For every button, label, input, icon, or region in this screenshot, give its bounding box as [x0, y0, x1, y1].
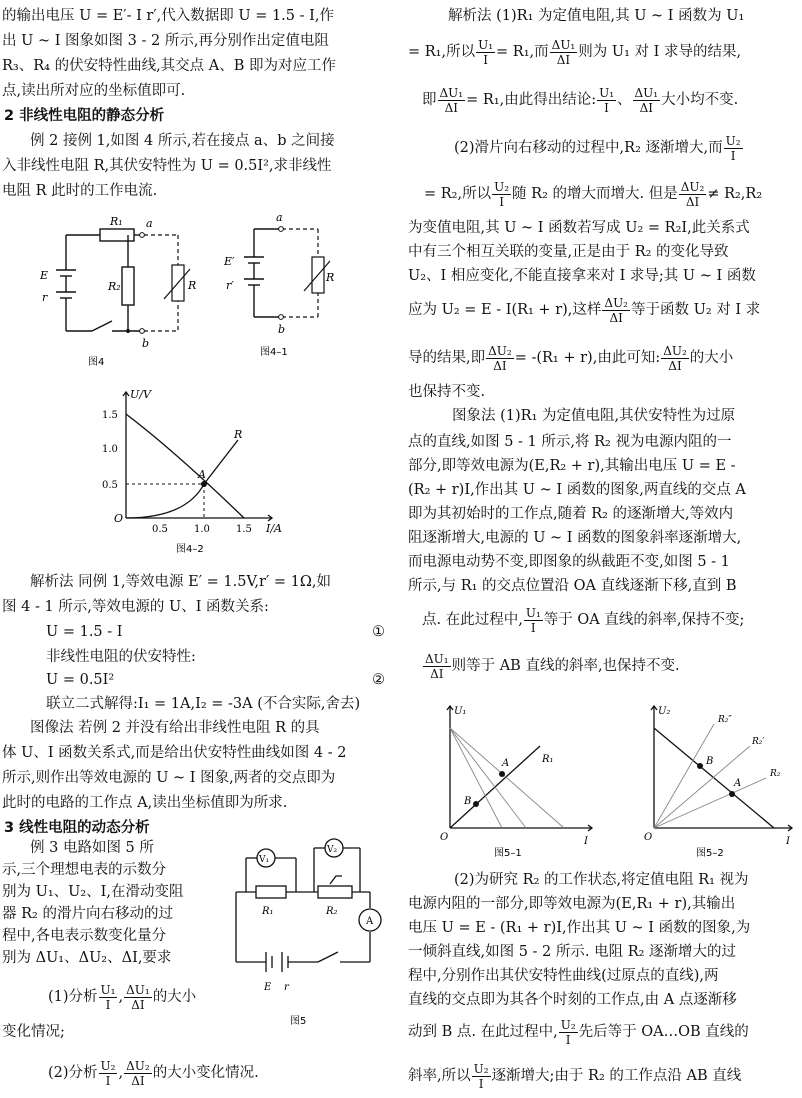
text-line: 图 4 - 1 所示,等效电源的 U、I 函数关系:	[2, 599, 269, 615]
point-a: A	[734, 778, 742, 789]
figure-caption: 图4–1	[260, 347, 288, 358]
text-line: 点,读出所对应的坐标值即可.	[2, 83, 186, 99]
text-line: 部分,即等效电源为(E,R₂ + r),其输出电压 U = E -	[408, 458, 736, 474]
text-line: 联立二式解得:I₁ = 1A,I₂ = -3A (不合实际,舍去)	[46, 696, 361, 712]
fraction: $\frac{\text{ΔU₂}}{\Delta I}$	[680, 179, 705, 209]
fraction: $\frac{\text{ΔU₂}}{\Delta I}$	[663, 343, 687, 373]
label-r1: R₁	[262, 906, 274, 917]
figure-5-circuit	[226, 832, 386, 1032]
origin-label: O	[114, 512, 124, 525]
fraction: $\frac{\text{U₁}}{I}$	[599, 85, 615, 115]
text-line: 导的结果,即 $\frac{\text{ΔU₂}}{\Delta I}$ = -(R₁ + r),由此可知: $\frac{\text{ΔU₂}}{\Delta I}$ 的大小	[408, 343, 734, 373]
text-line: (2)为研究 R₂ 的工作状态,将定值电阻 R₁ 视为	[454, 872, 749, 888]
text-line: 程中,分别作出其伏安特性曲线(过原点的直线),两	[408, 968, 719, 984]
label-r-prime: r′	[226, 279, 234, 292]
line-label: R₁	[542, 754, 554, 765]
origin-label: O	[440, 832, 449, 843]
text-line: 即 $\frac{\text{ΔU₁}}{\Delta I}$ = R₁,由此得出结论: $\frac{\text{U₁}}{I}$ 、 $\frac{\text{ΔU₁}}{\Delta I}$ 大小均不变.	[422, 85, 739, 115]
label-ammeter: A	[366, 916, 374, 927]
text-line: 的输出电压 U = E′- I r′,代入数据即 U = 1.5 - I,作	[2, 8, 334, 24]
figure-caption: 图5–1	[494, 848, 522, 859]
text-line: 所示,与 R₁ 的交点位置沿 OA 直线逐渐下移,直到 B	[408, 578, 737, 594]
label-r: R	[188, 279, 197, 292]
section-heading: 3 线性电阻的动态分析	[4, 820, 150, 836]
text-line: 斜率,所以 $\frac{\text{U₂}}{I}$ 逐渐增大;由于 R₂ 的工作点沿 AB 直线	[408, 1061, 742, 1091]
equation: U = 0.5I²	[46, 672, 115, 688]
line-label: R₂′	[752, 737, 765, 747]
section-heading: 2 非线性电阻的静态分析	[4, 108, 165, 124]
fraction: $\frac{\text{U₂}}{I}$	[560, 1017, 576, 1047]
text-line: 而电源电动势不变,即图象的纵截距不变,如图 5 - 1	[408, 554, 730, 570]
text-line: 入非线性电阻 R,其伏安特性为 U = 0.5I²,求非线性	[2, 158, 332, 174]
figure-caption: 图4–2	[176, 544, 204, 555]
label-r1: R₁	[110, 215, 123, 228]
text-line: $\frac{\text{ΔU₁}}{\Delta I}$ 则等于 AB 直线的斜率,也保持不变.	[425, 651, 680, 681]
fraction: $\frac{\text{ΔU₁}}{\Delta I}$	[634, 85, 659, 115]
fraction: $\frac{\text{ΔU₂}}{\Delta I}$	[126, 1058, 150, 1088]
figure-5-1-graph	[430, 700, 610, 860]
question-2: (2)分析 $\frac{\text{U₂}}{I}$ , $\frac{\text{ΔU₂}}{\Delta I}$ 的大小变化情况.	[48, 1058, 259, 1088]
point-a: A	[502, 758, 510, 769]
line-label: R₂″	[718, 715, 732, 725]
question-1: (1)分析 $\frac{\text{U₁}}{I}$ , $\frac{\text{ΔU₁}}{\Delta I}$ 的大小	[48, 982, 197, 1012]
fraction: $\frac{\text{ΔU₁}}{\Delta I}$	[425, 651, 449, 681]
text-line: 出 U ~ I 图象如图 3 - 2 所示,再分别作出定值电阻	[2, 33, 329, 49]
figure-caption: 图5–2	[696, 848, 724, 859]
label-r-int: r	[284, 982, 289, 993]
point-b: B	[706, 756, 714, 767]
label-v2: V₂	[327, 845, 338, 855]
text-line: 别为 ΔU₁、ΔU₂、ΔI,要求	[2, 950, 172, 966]
y-tick: 1.0	[102, 444, 118, 455]
fraction: $\frac{\text{ΔU₁}}{\Delta I}$	[126, 982, 150, 1012]
label-e: E	[40, 269, 49, 282]
text-line: 器 R₂ 的滑片向右移动的过	[2, 906, 173, 922]
fraction: $\frac{\text{U₂}}{I}$	[725, 133, 741, 163]
text-line: 动到 B 点. 在此过程中, $\frac{\text{U₂}}{I}$ 先后等于 OA…OB 直线的	[408, 1017, 749, 1047]
fraction: $\frac{\text{ΔU₁}}{\Delta I}$	[439, 85, 464, 115]
text-line: 体 U、I 函数关系式,而是给出伏安特性曲线如图 4 - 2	[2, 745, 347, 761]
text-line: 别为 U₁、U₂、I,在滑动变阻	[2, 884, 184, 900]
fraction: $\frac{\text{ΔU₂}}{\Delta I}$	[604, 295, 628, 325]
label-a: a	[276, 211, 283, 224]
fraction: $\frac{\text{ΔU₂}}{\Delta I}$	[488, 343, 512, 373]
label-b: b	[278, 323, 286, 336]
text-line: 应为 U₂ = E - I(R₁ + r),这样 $\frac{\text{ΔU₂}}{\Delta I}$ 等于函数 U₂ 对 I 求	[408, 295, 761, 325]
text-line: (2)滑片向右移动的过程中,R₂ 逐渐增大,而 $\frac{\text{U₂}}{I}$	[454, 133, 741, 163]
text-line: 示,三个理想电表的示数分	[2, 862, 167, 878]
origin-label: O	[644, 832, 653, 843]
x-tick: 1.5	[236, 524, 252, 535]
equation-number: ②	[372, 672, 385, 688]
text-line: 程中,各电表示数变化量分	[2, 928, 167, 944]
fraction: $\frac{\text{U₁}}{I}$	[100, 982, 116, 1012]
text-line: 图象法 (1)R₁ 为定值电阻,其伏安特性为过原	[452, 408, 736, 424]
label-r2: R₂	[326, 906, 338, 917]
text-line: 所示,则作出等效电源的 U ~ I 图象,两者的交点即为	[2, 770, 336, 786]
fraction: $\frac{\text{U₂}}{I}$	[473, 1061, 489, 1091]
text-line: 中有三个相互关联的变量,正是由于 R₂ 的变化导致	[408, 244, 729, 260]
fraction: $\frac{\text{U₂}}{I}$	[494, 179, 510, 209]
label-e-prime: E′	[224, 255, 235, 268]
text-line: R₃、R₄ 的伏安特性曲线,其交点 A、B 即为对应工作	[2, 58, 337, 74]
text-line: 此时的电路的工作点 A,读出坐标值即为所求.	[2, 795, 288, 811]
text-line: 图像法 若例 2 并没有给出非线性电阻 R 的具	[30, 720, 320, 736]
text-line: 解析法 同例 1,等效电源 E′ = 1.5V,r′ = 1Ω,如	[30, 574, 331, 590]
axis-label-x: I	[786, 836, 790, 847]
figure-caption: 图4	[88, 357, 105, 368]
text-line: 点的直线,如图 5 - 1 所示,将 R₂ 视为电源内阻的一	[408, 434, 732, 450]
equation: U = 1.5 - I	[46, 624, 123, 640]
y-tick: 0.5	[102, 480, 118, 491]
text-line: 为变值电阻,其 U ~ I 函数若写成 U₂ = R₂I,此关系式	[408, 220, 750, 236]
curve-label: R	[234, 428, 243, 441]
figure-4-1-circuit	[218, 205, 338, 365]
label-r2: R₂	[108, 280, 121, 293]
text-line: 电压 U = E - (R₁ + r)I,作出其 U ~ I 函数的图象,为	[408, 920, 751, 936]
label-b: b	[142, 337, 150, 350]
text-line: 直线的交点即为其各个时刻的工作点,由 A 点逐渐移	[408, 992, 737, 1008]
axis-label-x: I	[584, 836, 588, 847]
axis-label-y: U₁	[454, 706, 467, 717]
y-tick: 1.5	[102, 410, 118, 421]
fraction: $\frac{\text{U₁}}{I}$	[525, 605, 541, 635]
text-line: 例 2 接例 1,如图 4 所示,若在接点 a、b 之间接	[30, 133, 335, 149]
text-line: 电源内阻的一部分,即等效电源为(E,R₁ + r),其输出	[408, 896, 736, 912]
label-a: a	[146, 217, 153, 230]
equation-number: ①	[372, 624, 385, 640]
figure-caption: 图5	[290, 1016, 307, 1027]
text-line: 一倾斜直线,如图 5 - 2 所示. 电阻 R₂ 逐渐增大的过	[408, 944, 737, 960]
text-line: U₂、I 相应变化,不能直接拿来对 I 求导;其 U ~ I 函数	[408, 268, 756, 284]
figure-4-circuit	[30, 205, 200, 375]
text-line: 非线性电阻的伏安特性:	[46, 649, 196, 665]
label-r-int: r	[42, 291, 48, 304]
label-v1: V₁	[259, 855, 270, 865]
line-label: R₂	[770, 769, 781, 779]
text-line: 例 3 电路如图 5 所	[30, 840, 154, 856]
text-line: 电阻 R 此时的工作电流.	[2, 183, 158, 199]
text-line: = R₂,所以 $\frac{\text{U₂}}{I}$ 随 R₂ 的增大而增大. 但是 $\frac{\text{ΔU₂}}{\Delta I}$ ≠ R₂,R₂	[424, 179, 763, 209]
label-e: E	[264, 982, 272, 993]
axis-label-y: U₂	[658, 706, 671, 717]
text-line: 阻逐渐增大,电源的 U ~ I 函数的图象斜率逐渐增大,	[408, 530, 742, 546]
axis-label-y: U/V	[130, 388, 151, 401]
figure-4-2-graph	[96, 382, 296, 562]
x-tick: 1.0	[194, 524, 210, 535]
point-label: A	[198, 468, 206, 481]
text-line: 解析法 (1)R₁ 为定值电阻,其 U ~ I 函数为 U₁	[448, 8, 745, 24]
point-b: B	[464, 796, 472, 807]
text-line: (R₂ + r)I,作出其 U ~ I 函数的图象,两直线的交点 A	[408, 482, 746, 498]
x-tick: 0.5	[152, 524, 168, 535]
text-line: 即为其初始时的工作点,随着 R₂ 的逐渐增大,等效内	[408, 506, 734, 522]
fraction: $\frac{\text{U₁}}{I}$	[478, 37, 494, 67]
text-line: 变化情况;	[2, 1024, 65, 1040]
text-line: = R₁,所以 $\frac{\text{U₁}}{I}$ = R₁,而 $\frac{\text{ΔU₁}}{\Delta I}$ 则为 U₁ 对 I 求导的结果,	[408, 37, 742, 67]
axis-label-x: I/A	[266, 522, 282, 535]
figure-5-2-graph	[634, 700, 802, 860]
fraction: $\frac{\text{ΔU₁}}{\Delta I}$	[551, 37, 576, 67]
label-r: R	[326, 271, 335, 284]
fraction: $\frac{\text{U₂}}{I}$	[100, 1058, 116, 1088]
text-line: 点. 在此过程中, $\frac{\text{U₁}}{I}$ 等于 OA 直线的斜率,保持不变;	[422, 605, 745, 635]
text-line: 也保持不变.	[408, 384, 486, 400]
